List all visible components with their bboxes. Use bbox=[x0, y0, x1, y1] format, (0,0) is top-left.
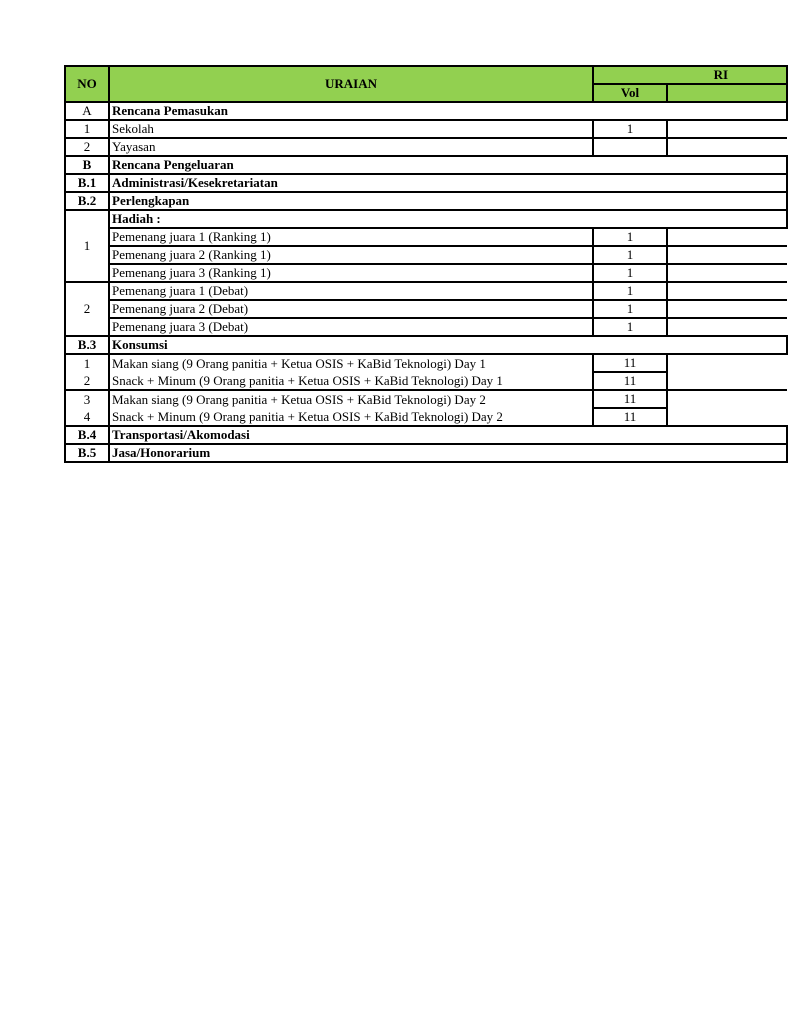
budget-table bbox=[64, 65, 788, 463]
section-row bbox=[65, 192, 787, 210]
row-number: A bbox=[65, 102, 109, 120]
table-row bbox=[65, 264, 787, 282]
row-number: B.4 bbox=[65, 426, 109, 444]
row-number: B.3 bbox=[65, 336, 109, 354]
row-vol: 1 bbox=[593, 120, 667, 138]
row-number: 3 bbox=[65, 390, 109, 408]
row-label: Pemenang juara 2 (Debat) bbox=[109, 300, 593, 318]
row-label: Pemenang juara 1 (Debat) bbox=[109, 282, 593, 300]
row-number: B.2 bbox=[65, 192, 109, 210]
row-label: Sekolah bbox=[109, 120, 593, 138]
row-blank bbox=[667, 354, 787, 372]
row-blank bbox=[667, 300, 787, 318]
row-label: Makan siang (9 Orang panitia + Ketua OSIS + KaBid Teknologi) Day 2 bbox=[109, 390, 593, 408]
table-row bbox=[65, 408, 787, 426]
row-number: 4 bbox=[65, 408, 109, 426]
row-vol: 11 bbox=[593, 390, 667, 408]
row-blank bbox=[667, 372, 787, 390]
row-label: Snack + Minum (9 Orang panitia + Ketua OSIS + KaBid Teknologi) Day 1 bbox=[109, 372, 593, 390]
row-number: 2 bbox=[65, 138, 109, 156]
section-label: Konsumsi bbox=[109, 336, 787, 354]
spreadsheet bbox=[64, 65, 729, 469]
row-blank bbox=[667, 264, 787, 282]
row-number: 2 bbox=[65, 372, 109, 390]
row-label: Snack + Minum (9 Orang panitia + Ketua OSIS + KaBid Teknologi) Day 2 bbox=[109, 408, 593, 426]
table-row bbox=[65, 372, 787, 390]
row-blank bbox=[667, 228, 787, 246]
section-label: Rencana Pemasukan bbox=[109, 102, 787, 120]
section-label: Perlengkapan bbox=[109, 192, 787, 210]
row-label: Pemenang juara 3 (Ranking 1) bbox=[109, 264, 593, 282]
section-row bbox=[65, 426, 787, 444]
header-blank bbox=[667, 84, 787, 102]
row-number: 1 bbox=[65, 354, 109, 372]
table-row bbox=[65, 318, 787, 336]
row-blank bbox=[667, 138, 787, 156]
subheading-row bbox=[65, 210, 787, 228]
table-row bbox=[65, 120, 787, 138]
row-label: Makan siang (9 Orang panitia + Ketua OSIS + KaBid Teknologi) Day 1 bbox=[109, 354, 593, 372]
row-blank bbox=[667, 318, 787, 336]
row-number: 1 bbox=[65, 210, 109, 282]
header-vol: Vol bbox=[593, 84, 667, 102]
table-row bbox=[65, 138, 787, 156]
row-vol: 11 bbox=[593, 372, 667, 390]
row-number: B.5 bbox=[65, 444, 109, 462]
table-row bbox=[65, 300, 787, 318]
row-vol: 1 bbox=[593, 264, 667, 282]
section-row bbox=[65, 156, 787, 174]
row-label: Yayasan bbox=[109, 138, 593, 156]
row-vol: 1 bbox=[593, 228, 667, 246]
row-vol: 1 bbox=[593, 318, 667, 336]
row-label: Pemenang juara 1 (Ranking 1) bbox=[109, 228, 593, 246]
row-vol: 1 bbox=[593, 300, 667, 318]
row-blank bbox=[667, 246, 787, 264]
section-row bbox=[65, 174, 787, 192]
section-label: Jasa/Honorarium bbox=[109, 444, 787, 462]
row-vol bbox=[593, 138, 667, 156]
row-blank bbox=[667, 282, 787, 300]
header-no: NO bbox=[65, 66, 109, 102]
header-row bbox=[65, 66, 787, 84]
row-number: 1 bbox=[65, 120, 109, 138]
row-vol: 1 bbox=[593, 246, 667, 264]
table-row bbox=[65, 282, 787, 300]
table-row bbox=[65, 354, 787, 372]
section-row bbox=[65, 336, 787, 354]
section-label: Transportasi/Akomodasi bbox=[109, 426, 787, 444]
row-label: Pemenang juara 3 (Debat) bbox=[109, 318, 593, 336]
table-row bbox=[65, 246, 787, 264]
row-blank bbox=[667, 408, 787, 426]
row-number: B.1 bbox=[65, 174, 109, 192]
table-row bbox=[65, 228, 787, 246]
section-row bbox=[65, 102, 787, 120]
table-row bbox=[65, 390, 787, 408]
section-label: Administrasi/Kesekretariatan bbox=[109, 174, 787, 192]
header-uraian: URAIAN bbox=[109, 66, 593, 102]
row-label: Pemenang juara 2 (Ranking 1) bbox=[109, 246, 593, 264]
row-blank bbox=[667, 120, 787, 138]
row-number: 2 bbox=[65, 282, 109, 336]
hadiah-label: Hadiah : bbox=[109, 210, 787, 228]
row-vol: 11 bbox=[593, 354, 667, 372]
section-label: Rencana Pengeluaran bbox=[109, 156, 787, 174]
row-vol: 1 bbox=[593, 282, 667, 300]
row-number: B bbox=[65, 156, 109, 174]
section-row bbox=[65, 444, 787, 462]
row-vol: 11 bbox=[593, 408, 667, 426]
header-rab: RI bbox=[593, 66, 787, 84]
row-blank bbox=[667, 390, 787, 408]
